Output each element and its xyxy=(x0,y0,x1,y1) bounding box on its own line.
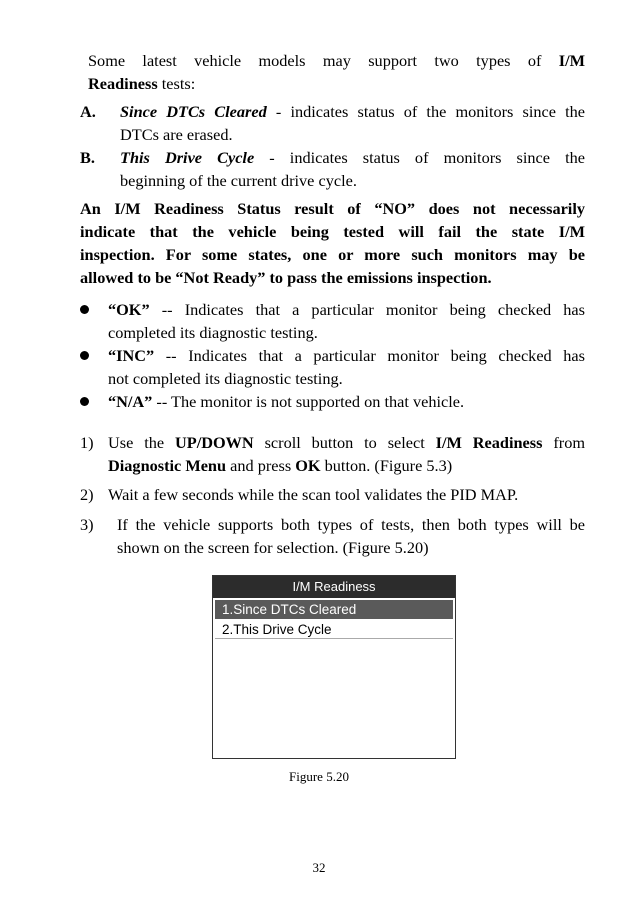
scan-tool-screen xyxy=(212,575,456,759)
status-inc-bullet: “INC” -- Indicates that a particular monitor being checked has not completed its diagnostic testing. xyxy=(80,344,585,390)
status-ok-bullet: “OK” -- Indicates that a particular monitor being checked has completed its diagnostic testing. xyxy=(80,298,585,344)
menu-item-since-dtcs-cleared[interactable]: 1.Since DTCs Cleared xyxy=(215,600,453,619)
bullet-icon xyxy=(80,351,89,360)
figure-caption: Figure 5.20 xyxy=(289,769,349,784)
screen-title: I/M Readiness xyxy=(213,576,455,598)
status-na-bullet: “N/A” -- The monitor is not supported on that vehicle. xyxy=(80,390,585,413)
bullet-icon xyxy=(80,397,89,406)
step-1: 1) Use the UP/DOWN scroll button to select I/M Readiness from Diagnostic Menu and press OK button. (Figure 5.3) xyxy=(80,433,585,475)
page-number: 32 xyxy=(312,860,326,875)
step-2: 2) Wait a few seconds while the scan tool validates the PID MAP. xyxy=(80,485,519,504)
bullet-icon xyxy=(80,305,89,314)
readiness-type-b: B. This Drive Cycle - indicates status of monitors since the beginning of the current drive cycle. xyxy=(80,148,585,190)
step-3: 3) If the vehicle supports both types of tests, then both types will be shown on the screen for selection. (Figure 5.20) xyxy=(80,515,585,557)
readiness-type-a: A. Since DTCs Cleared - indicates status of the monitors since the DTCs are erased. xyxy=(80,102,586,144)
warning-paragraph: An I/M Readiness Status result of “NO” does not necessarily indicate that the vehicle being tested will fail the state I/M inspection. For some states, one or more such monitors may be allowed to be “Not Ready” to pass the emissions inspection. xyxy=(80,199,585,287)
menu-item-this-drive-cycle[interactable]: 2.This Drive Cycle xyxy=(215,620,453,639)
intro-paragraph: Some latest vehicle models may support two types of I/M Readiness tests: xyxy=(88,51,585,93)
